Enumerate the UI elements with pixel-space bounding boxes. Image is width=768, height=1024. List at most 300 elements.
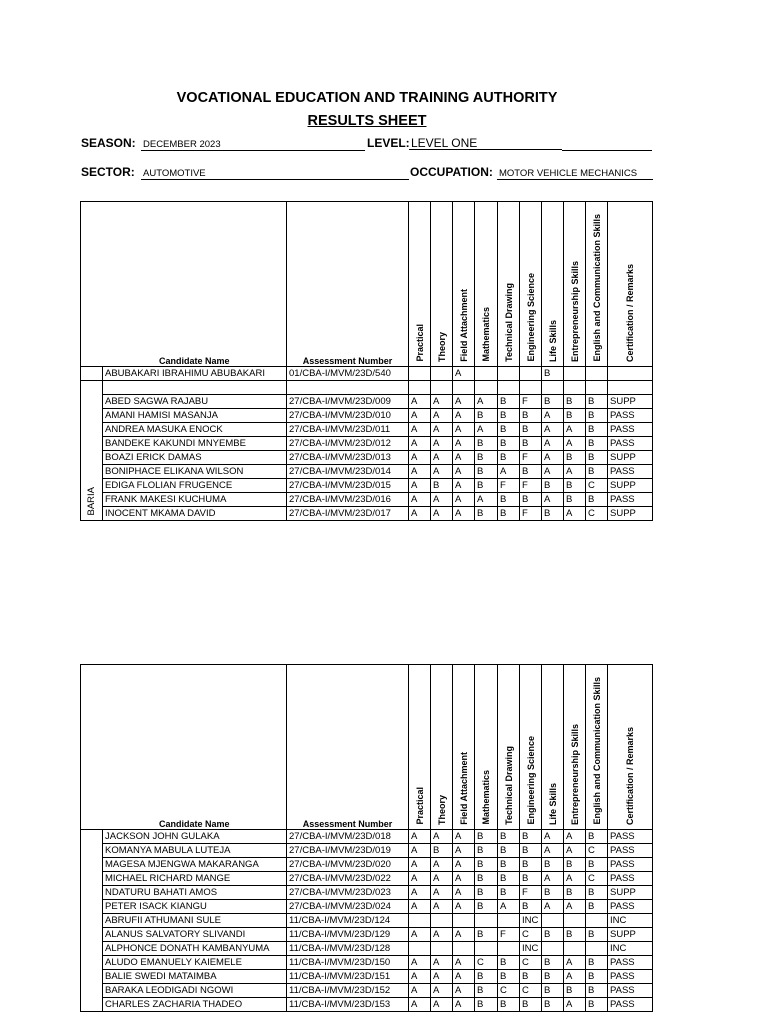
assessment-number: 11/CBA-I/MVM/23D/150 [287,956,409,970]
grade-cell: B [498,451,520,465]
grade-cell: A [453,928,475,942]
col-subject: Entrepreneurship Skills [564,202,586,367]
table-row [81,830,653,844]
grade-cell: B [520,423,542,437]
col-subject: Entrepreneurship Skills [564,665,586,830]
grade-cell: A [409,872,431,886]
grade-cell [431,381,453,395]
level-label: LEVEL: [367,136,410,150]
assessment-number: 27/CBA-I/MVM/23D/011 [287,423,409,437]
col-assessment-number: Assessment Number [287,202,409,367]
center-side-label: BARIA [81,381,103,521]
grade-cell: A [453,844,475,858]
grade-cell: B [498,423,520,437]
grade-cell: A [453,465,475,479]
grade-cell: B [498,507,520,521]
grade-cell: A [431,858,453,872]
candidate-name: BOAZI ERICK DAMAS [103,451,287,465]
grade-cell: A [431,956,453,970]
grade-cell: A [564,998,586,1012]
grade-cell: A [564,465,586,479]
grade-cell: B [542,479,564,493]
assessment-number: 01/CBA-I/MVM/23D/540 [287,367,409,381]
grade-cell: A [409,984,431,998]
grade-cell: A [409,437,431,451]
grade-cell: A [542,437,564,451]
remark-cell: PASS [608,493,653,507]
grade-cell [564,914,586,928]
grade-cell: A [409,493,431,507]
table-row [81,409,653,423]
grade-cell [498,381,520,395]
grade-cell: A [431,395,453,409]
occupation-value: MOTOR VEHICLE MECHANICS [497,167,653,180]
table-row [81,493,653,507]
table-row [81,423,653,437]
col-subject: Certification / Remarks [608,665,653,830]
assessment-number: 11/CBA-I/MVM/23D/124 [287,914,409,928]
candidate-name: ALPHONCE DONATH KAMBANYUMA [103,942,287,956]
grade-cell [475,367,498,381]
assessment-number: 27/CBA-I/MVM/23D/022 [287,872,409,886]
remark-cell: PASS [608,984,653,998]
grade-cell: A [542,844,564,858]
grade-cell: A [498,465,520,479]
assessment-number: 27/CBA-I/MVM/23D/018 [287,830,409,844]
grade-cell: A [431,998,453,1012]
grade-cell: B [586,970,608,984]
grade-cell: A [453,451,475,465]
level-extra-line [562,138,652,151]
table-row [81,984,653,998]
remark-cell [608,367,653,381]
grade-cell [409,381,431,395]
col-subject: Mathematics [475,665,498,830]
grade-cell: B [564,493,586,507]
candidate-name: ABRUFII ATHUMANI SULE [103,914,287,928]
grade-cell: A [431,437,453,451]
grade-cell: B [586,409,608,423]
grade-cell: A [409,451,431,465]
header-row [81,665,653,830]
grade-cell: B [498,844,520,858]
remark-cell: PASS [608,409,653,423]
table-row [81,451,653,465]
col-subject: Certification / Remarks [608,202,653,367]
grade-cell: A [453,872,475,886]
grade-cell: C [586,844,608,858]
header-row [81,202,653,367]
table-row [81,942,653,956]
season-value: DECEMBER 2023 [141,138,365,151]
col-candidate-name: Candidate Name [103,202,287,367]
grade-cell: A [431,886,453,900]
grade-cell [453,942,475,956]
remark-cell: PASS [608,437,653,451]
grade-cell: A [431,465,453,479]
grade-cell [520,381,542,395]
grade-cell: B [586,830,608,844]
grade-cell: A [453,409,475,423]
table-row [81,367,653,381]
assessment-number [287,381,409,395]
grade-cell: F [520,507,542,521]
candidate-name: BALIE SWEDI MATAIMBA [103,970,287,984]
grade-cell [564,381,586,395]
grade-cell: B [564,928,586,942]
grade-cell: B [498,493,520,507]
grade-cell [586,942,608,956]
grade-cell: F [498,928,520,942]
col-subject: Technical Drawing [498,665,520,830]
remark-cell: PASS [608,900,653,914]
grade-cell: B [498,395,520,409]
grade-cell [431,942,453,956]
remark-cell: SUPP [608,507,653,521]
grade-cell [475,914,498,928]
grade-cell: B [520,998,542,1012]
grade-cell: B [564,395,586,409]
candidate-name: FRANK MAKESI KUCHUMA [103,493,287,507]
grade-cell: C [586,872,608,886]
table-row [81,507,653,521]
grade-cell: B [520,409,542,423]
grade-cell: A [564,900,586,914]
assessment-number: 27/CBA-I/MVM/23D/023 [287,886,409,900]
grade-cell: B [520,493,542,507]
grade-cell: B [586,465,608,479]
grade-cell: A [564,956,586,970]
grade-cell: A [542,465,564,479]
grade-cell [498,914,520,928]
grade-cell: A [542,830,564,844]
grade-cell: A [453,830,475,844]
grade-cell: A [453,956,475,970]
col-subject: Field Attachment [453,665,475,830]
grade-cell: A [409,858,431,872]
season-label: SEASON: [81,136,136,150]
grade-cell: B [586,900,608,914]
sector-value: AUTOMOTIVE [141,167,409,180]
grade-cell [475,942,498,956]
grade-cell: B [542,367,564,381]
grade-cell: F [520,886,542,900]
grade-cell: A [564,437,586,451]
table-row [81,479,653,493]
sheet-title: RESULTS SHEET [307,113,427,129]
grade-cell: B [475,900,498,914]
grade-cell: A [453,367,475,381]
grade-cell: A [409,409,431,423]
grade-cell: F [498,479,520,493]
grade-cell: B [498,858,520,872]
assessment-number: 11/CBA-I/MVM/23D/152 [287,984,409,998]
candidate-name: ALANUS SALVATORY SLIVANDI [103,928,287,942]
grade-cell: B [475,970,498,984]
col-subject: Technical Drawing [498,202,520,367]
remark-cell: PASS [608,970,653,984]
grade-cell: B [498,437,520,451]
assessment-number: 27/CBA-I/MVM/23D/013 [287,451,409,465]
grade-cell: B [586,493,608,507]
grade-cell: B [542,858,564,872]
grade-cell: A [431,900,453,914]
col-subject: Life Skills [542,665,564,830]
grade-cell: A [409,886,431,900]
grade-cell: B [542,956,564,970]
col-subject: English and Communication Skills [586,665,608,830]
table-row [81,998,653,1012]
grade-cell [409,367,431,381]
grade-cell: A [542,451,564,465]
grade-cell: F [520,479,542,493]
table-row [81,928,653,942]
grade-cell: A [453,395,475,409]
assessment-number: 27/CBA-I/MVM/23D/010 [287,409,409,423]
grade-cell: B [520,437,542,451]
grade-cell: B [520,844,542,858]
grade-cell: A [409,844,431,858]
grade-cell: A [542,423,564,437]
grade-cell: A [431,493,453,507]
grade-cell: B [498,409,520,423]
remark-cell: PASS [608,465,653,479]
remark-cell: PASS [608,423,653,437]
grade-cell: A [564,423,586,437]
grade-cell: B [475,465,498,479]
grade-cell: B [431,479,453,493]
grade-cell: A [542,900,564,914]
candidate-name: JACKSON JOHN GULAKA [103,830,287,844]
grade-cell: B [520,465,542,479]
table-row [81,872,653,886]
grade-cell: A [431,872,453,886]
grade-cell: A [453,423,475,437]
grade-cell: A [409,479,431,493]
grade-cell: B [498,872,520,886]
grade-cell [586,381,608,395]
assessment-number: 27/CBA-I/MVM/23D/024 [287,900,409,914]
grade-cell: B [498,886,520,900]
grade-cell: A [431,830,453,844]
grade-cell [520,367,542,381]
assessment-number: 27/CBA-I/MVM/23D/020 [287,858,409,872]
grade-cell [453,381,475,395]
candidate-name: MAGESA MJENGWA MAKARANGA [103,858,287,872]
table-row [81,914,653,928]
grade-cell: B [586,437,608,451]
col-subject: Engineering Science [520,665,542,830]
candidate-name: ABUBAKARI IBRAHIMU ABUBAKARI [103,367,287,381]
grade-cell: B [586,998,608,1012]
remark-cell: PASS [608,830,653,844]
grade-cell: A [453,507,475,521]
candidate-name: ALUDO EMANUELY KAIEMELE [103,956,287,970]
remark-cell: INC [608,914,653,928]
grade-cell: A [564,844,586,858]
grade-cell: B [586,984,608,998]
col-subject: Field Attachment [453,202,475,367]
grade-cell: B [431,844,453,858]
grade-cell: A [453,886,475,900]
grade-cell: B [498,830,520,844]
level-value: LEVEL ONE [409,137,562,150]
grade-cell: A [564,970,586,984]
grade-cell: A [431,451,453,465]
candidate-name: INOCENT MKAMA DAVID [103,507,287,521]
grade-cell: B [475,830,498,844]
grade-cell [453,914,475,928]
remark-cell: SUPP [608,886,653,900]
grade-cell: B [564,409,586,423]
grade-cell: B [475,858,498,872]
grade-cell: B [475,437,498,451]
grade-cell: A [431,423,453,437]
results-table-2 [80,664,653,1012]
grade-cell [564,367,586,381]
sector-label: SECTOR: [81,165,135,179]
remark-cell: PASS [608,844,653,858]
grade-cell: C [520,928,542,942]
grade-cell: B [586,928,608,942]
col-subject: Practical [409,665,431,830]
grade-cell: B [475,886,498,900]
table-row [81,970,653,984]
assessment-number: 11/CBA-I/MVM/23D/153 [287,998,409,1012]
grade-cell: C [475,956,498,970]
grade-cell: A [498,900,520,914]
table-row [81,381,653,395]
candidate-name: KOMANYA MABULA LUTEJA [103,844,287,858]
grade-cell: C [498,984,520,998]
grade-cell: F [520,395,542,409]
table-row [81,858,653,872]
grade-cell: B [498,970,520,984]
grade-cell: A [409,465,431,479]
grade-cell: A [409,928,431,942]
occupation-label: OCCUPATION: [410,165,493,179]
candidate-name: AMANI HAMISI MASANJA [103,409,287,423]
grade-cell: A [453,437,475,451]
col-subject: Practical [409,202,431,367]
grade-cell: A [453,493,475,507]
authority-title: VOCATIONAL EDUCATION AND TRAINING AUTHORITY [176,90,558,106]
results-table-1 [80,201,653,521]
candidate-name: PETER ISACK KIANGU [103,900,287,914]
grade-cell: C [586,507,608,521]
grade-cell: A [409,507,431,521]
grade-cell: B [520,970,542,984]
table-row [81,886,653,900]
col-subject: Mathematics [475,202,498,367]
grade-cell: C [520,984,542,998]
grade-cell: A [564,507,586,521]
grade-cell: B [520,872,542,886]
table-row [81,437,653,451]
grade-cell: B [564,479,586,493]
grade-cell [586,367,608,381]
candidate-name: CHARLES ZACHARIA THADEO [103,998,287,1012]
remark-cell: SUPP [608,479,653,493]
grade-cell: B [586,858,608,872]
remark-cell: PASS [608,998,653,1012]
grade-cell: B [475,984,498,998]
grade-cell: B [586,451,608,465]
grade-cell: B [520,830,542,844]
grade-cell: B [520,900,542,914]
grade-cell: A [409,900,431,914]
grade-cell: A [431,507,453,521]
grade-cell: B [542,928,564,942]
candidate-name: ANDREA MASUKA ENOCK [103,423,287,437]
assessment-number: 27/CBA-I/MVM/23D/009 [287,395,409,409]
grade-cell: A [431,984,453,998]
assessment-number: 27/CBA-I/MVM/23D/015 [287,479,409,493]
grade-cell: B [475,928,498,942]
remark-cell: SUPP [608,395,653,409]
grade-cell [542,381,564,395]
grade-cell: B [564,886,586,900]
grade-cell: A [475,395,498,409]
remark-cell: SUPP [608,451,653,465]
grade-cell: INC [520,942,542,956]
grade-cell [409,914,431,928]
grade-cell: B [475,872,498,886]
grade-cell: A [431,970,453,984]
grade-cell [431,914,453,928]
grade-cell: A [453,479,475,493]
grade-cell [409,942,431,956]
grade-cell [498,367,520,381]
grade-cell [542,942,564,956]
grade-cell [564,942,586,956]
grade-cell: A [453,970,475,984]
grade-cell: B [475,479,498,493]
grade-cell: INC [520,914,542,928]
assessment-number: 27/CBA-I/MVM/23D/016 [287,493,409,507]
grade-cell: B [586,886,608,900]
grade-cell: B [498,998,520,1012]
grade-cell: C [586,479,608,493]
grade-cell: B [564,451,586,465]
remark-cell: PASS [608,956,653,970]
grade-cell [586,914,608,928]
grade-cell: B [542,970,564,984]
candidate-name: BARAKA LEODIGADI NGOWI [103,984,287,998]
col-candidate-name: Candidate Name [103,665,287,830]
col-subject: Engineering Science [520,202,542,367]
grade-cell: B [542,507,564,521]
remark-cell: INC [608,942,653,956]
grade-cell: B [586,423,608,437]
grade-cell: A [475,423,498,437]
candidate-name: EDIGA FLOLIAN FRUGENCE [103,479,287,493]
grade-cell: B [475,998,498,1012]
table-row [81,900,653,914]
grade-cell [431,367,453,381]
grade-cell: A [542,493,564,507]
grade-cell: A [409,423,431,437]
grade-cell: B [586,956,608,970]
table-row [81,395,653,409]
candidate-name: NDATURU BAHATI AMOS [103,886,287,900]
remark-cell [608,381,653,395]
grade-cell: A [409,830,431,844]
grade-cell: A [453,998,475,1012]
grade-cell: A [409,395,431,409]
grade-cell: A [453,858,475,872]
candidate-name: BANDEKE KAKUNDI MNYEMBE [103,437,287,451]
